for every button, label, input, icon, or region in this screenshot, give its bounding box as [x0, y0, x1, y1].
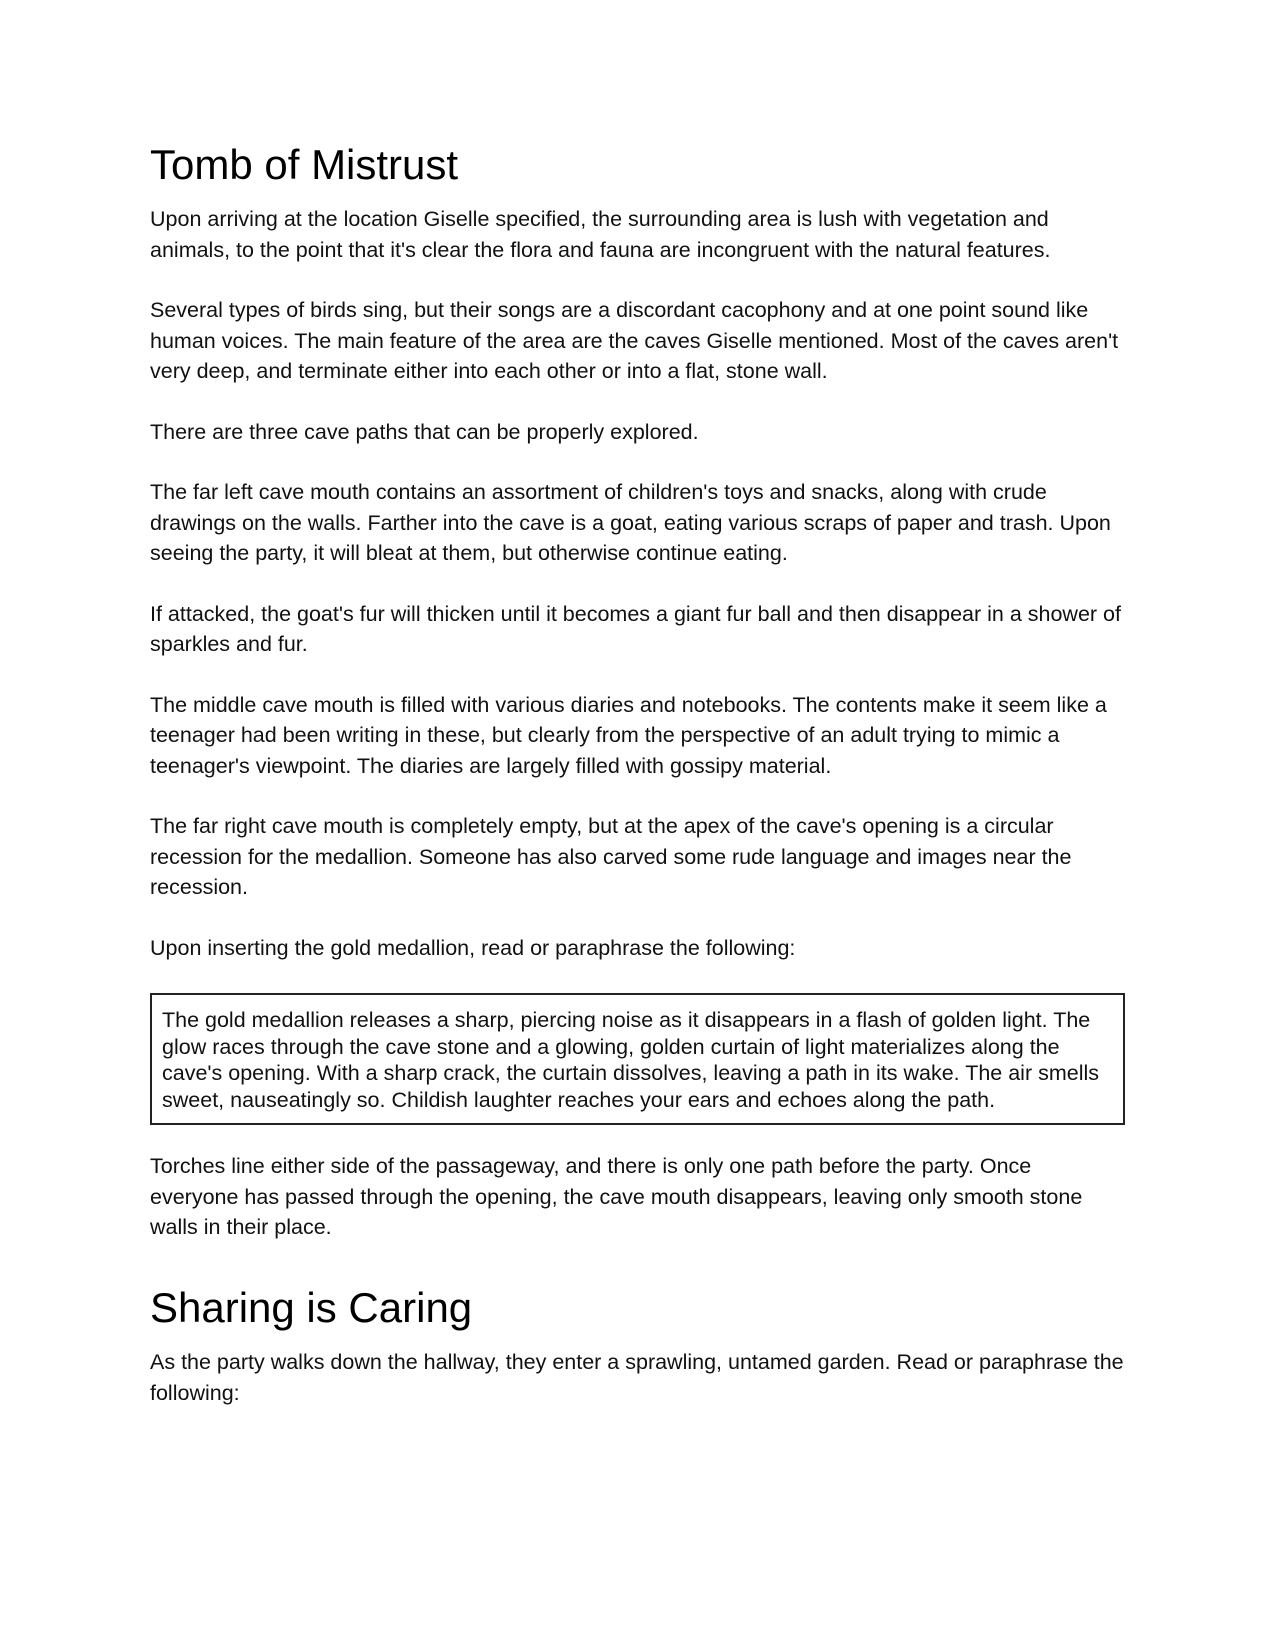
- section-title-sharing-is-caring: Sharing is Caring: [150, 1283, 473, 1331]
- paragraph-left-cave: The far left cave mouth contains an assortment of children's toys and snacks, along with crude drawings on the walls. Farther into the cave is a goat, eating various scraps of paper and trash. Upon seeing the party, it will bleat at them, but otherwise continue eating.: [150, 480, 1111, 566]
- paragraph-arrival: Upon arriving at the location Giselle specified, the surrounding area is lush with vegetation and animals, to the point that it's clear the flora and fauna are incongruent with the natural features.: [150, 207, 1051, 262]
- paragraph-insert-medallion: Upon inserting the gold medallion, read or paraphrase the following:: [150, 935, 796, 960]
- read-aloud-box: [150, 993, 1125, 1125]
- paragraph-middle-cave: The middle cave mouth is filled with various diaries and notebooks. The contents make it seem like a teenager had been writing in these, but clearly from the perspective of an adult trying to mimic a teenager's viewpoint. The diaries are largely filled with gossipy material.: [150, 692, 1107, 778]
- paragraph-three-paths: There are three cave paths that can be properly explored.: [150, 419, 699, 444]
- paragraph-torches: Torches line either side of the passageway, and there is only one path before the party. Once everyone has passed through the opening, the cave mouth disappears, leaving only smooth stone walls in their place.: [150, 1154, 1083, 1240]
- paragraph-garden: As the party walks down the hallway, they enter a sprawling, untamed garden. Read or paraphrase the following:: [150, 1350, 1124, 1405]
- paragraph-right-cave: The far right cave mouth is completely empty, but at the apex of the cave's opening is a circular recession for the medallion. Someone has also carved some rude language and images near the recession.: [150, 814, 1072, 900]
- read-aloud-text: The gold medallion releases a sharp, piercing noise as it disappears in a flash of golden light. The glow races through the cave stone and a glowing, golden curtain of light materializes along the cave's opening. With a sharp crack, the curtain dissolves, leaving a path in its wake. The air smells sweet, nauseatingly so. Childish laughter reaches your ears and echoes along the path.: [162, 1008, 1100, 1112]
- paragraph-birds-caves: Several types of birds sing, but their songs are a discordant cacophony and at one point sound like human voices. The main feature of the area are the caves Giselle mentioned. Most of the caves aren't very deep, and terminate either into each other or into a flat, stone wall.: [150, 298, 1119, 384]
- document-page: [150, 140, 1125, 1438]
- paragraph-goat-attacked: If attacked, the goat's fur will thicken until it becomes a giant fur ball and then disappear in a shower of sparkles and fur.: [150, 601, 1121, 657]
- section-title-tomb-of-mistrust: Tomb of Mistrust: [150, 141, 459, 188]
